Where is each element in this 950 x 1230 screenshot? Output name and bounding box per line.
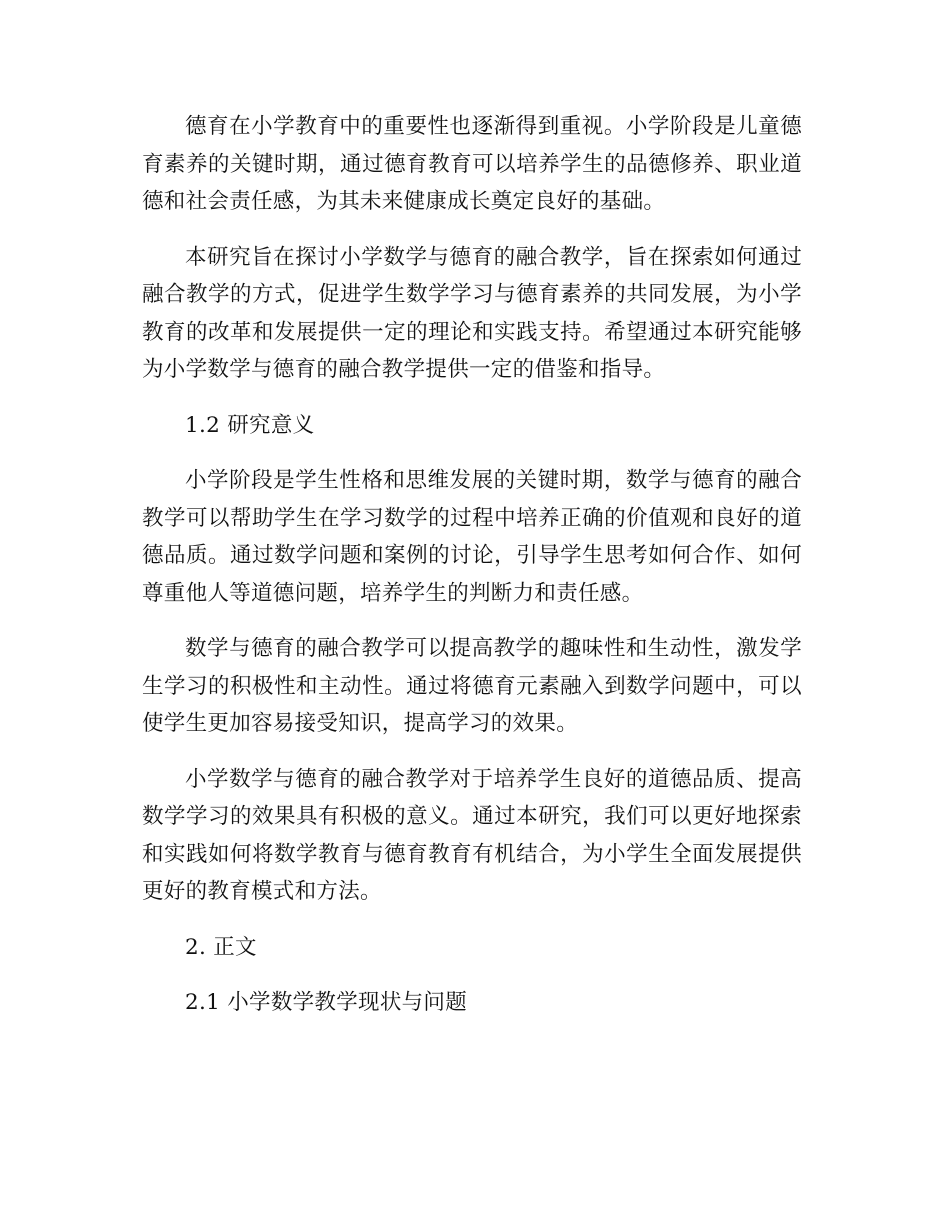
paragraph-moral-education-importance: 德育在小学教育中的重要性也逐渐得到重视。小学阶段是儿童德育素养的关键时期，通过德育教育可以培养学生的品德修养、职业道德和社会责任感，为其未来健康成长奠定良好的基础。 [142, 114, 802, 214]
paragraph-significance-interest: 数学与德育的融合教学可以提高教学的趣味性和生动性，激发学生学习的积极性和主动性。通过将德育元素融入到数学问题中，可以使学生更加容易接受知识，提高学习的效果。 [142, 636, 802, 736]
paragraph-significance-values: 小学阶段是学生性格和思维发展的关键时期，数学与德育的融合教学可以帮助学生在学习数学的过程中培养正确的价值观和良好的道德品质。通过数学问题和案例的讨论，引导学生思考如何合作、如何尊重他人等道德问题，培养学生的判断力和责任感。 [142, 468, 802, 606]
section-heading-1-2: 1.2 研究意义 [185, 412, 315, 438]
paragraph-significance-summary: 小学数学与德育的融合教学对于培养学生良好的道德品质、提高数学学习的效果具有积极的意义。通过本研究，我们可以更好地探索和实践如何将数学教育与德育教育有机结合，为小学生全面发展提供更好的教育模式和方法。 [142, 766, 802, 904]
paragraph-research-aim: 本研究旨在探讨小学数学与德育的融合教学，旨在探索如何通过融合教学的方式，促进学生数学学习与德育素养的共同发展，为小学教育的改革和发展提供一定的理论和实践支持。希望通过本研究能够为小学数学与德育的融合教学提供一定的借鉴和指导。 [142, 244, 802, 382]
section-heading-2: 2. 正文 [185, 934, 257, 960]
section-heading-2-1: 2.1 小学数学教学现状与问题 [185, 990, 468, 1015]
document-page [142, 108, 802, 1040]
